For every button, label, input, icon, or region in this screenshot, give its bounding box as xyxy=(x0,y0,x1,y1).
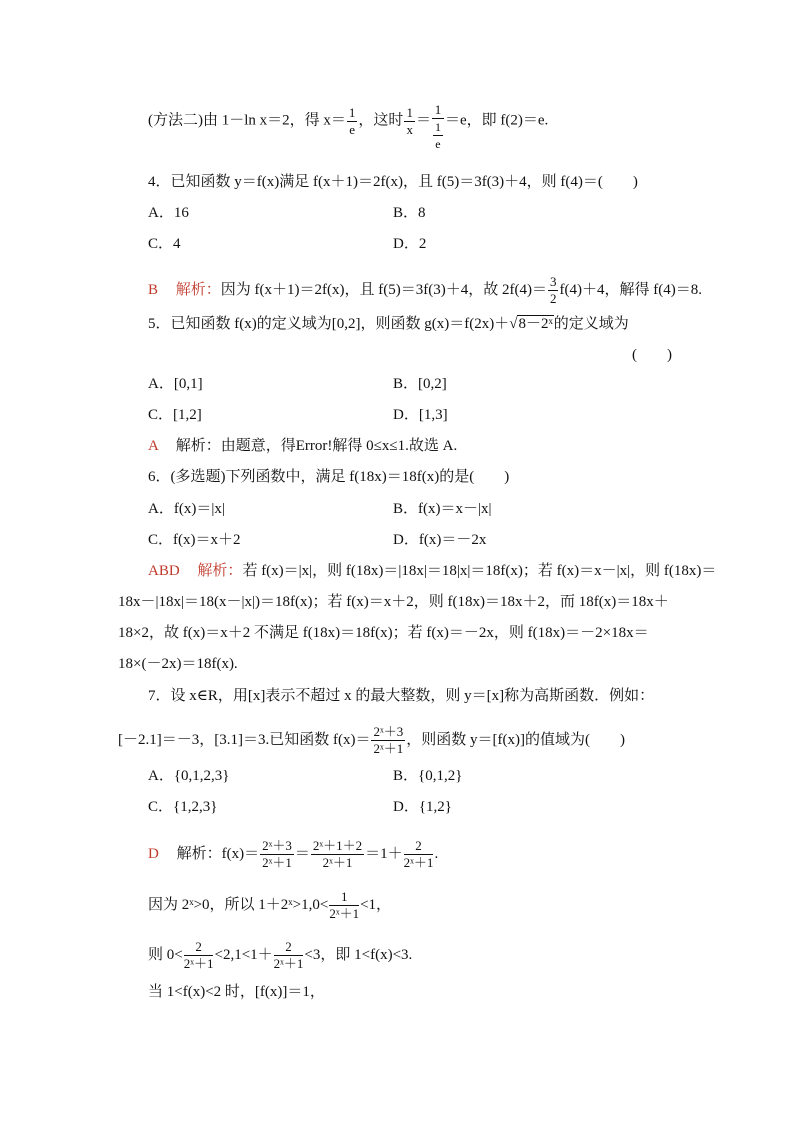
answer-letter: ABD xyxy=(148,563,180,579)
q7-solution-line-1 xyxy=(148,838,438,871)
q4-option-d: D．2 xyxy=(393,236,427,252)
fraction xyxy=(347,105,358,138)
numerator: 1 xyxy=(348,104,356,120)
fraction xyxy=(432,102,444,152)
fraction xyxy=(260,838,294,871)
q7-solution-line-4: 当 1<f(x)<2 时，[f(x)]＝1， xyxy=(148,984,325,1000)
q7-option-b: B．{0,1,2} xyxy=(393,768,463,784)
text: 若 f(x)＝|x|，则 f(18x)＝|18x|＝18|x|＝18f(x)；若 f(x)＝x－|x|，则 f(18x)＝ xyxy=(242,563,717,579)
q5-answer-paren: ( ) xyxy=(632,347,672,363)
q6-solution-line-4: 18×(－2x)＝18f(x). xyxy=(118,656,238,672)
q7-solution-line-3 xyxy=(148,939,412,972)
numerator: 3 xyxy=(549,274,557,289)
q5-option-b: B．[0,2] xyxy=(393,376,447,392)
numerator: 2 xyxy=(274,939,304,956)
text: <2,1<1＋ xyxy=(214,946,273,963)
denominator: 2ˣ＋1 xyxy=(373,741,404,756)
answer-letter: D xyxy=(148,845,159,862)
q6-solution-line-3: 18×2，故 f(x)＝x＋2 不满足 f(18x)＝18f(x)；若 f(x)＝－2x，则 f(18x)＝－2×18x＝ xyxy=(118,625,649,641)
denominator xyxy=(432,119,444,152)
denominator: 2 xyxy=(549,291,557,306)
numerator: 1 xyxy=(329,889,359,906)
sqrt-sign: √ xyxy=(509,316,518,332)
q6-option-d: D．f(x)＝－2x xyxy=(393,532,487,548)
numerator: 2ˣ＋3 xyxy=(373,724,404,739)
q5-solution xyxy=(148,436,457,456)
q4-solution xyxy=(148,274,702,307)
solution-label: 解析： xyxy=(176,845,222,862)
numerator: 1 xyxy=(432,102,444,119)
denominator: 2ˣ＋1 xyxy=(183,956,214,971)
q7-solution-line-2 xyxy=(148,889,391,922)
q4-option-c: C．4 xyxy=(148,236,181,252)
text: ＝ xyxy=(415,112,431,129)
denominator: 2ˣ＋1 xyxy=(329,906,360,921)
fraction xyxy=(548,274,559,307)
solution-text: 解析：由题意，得Error!解得 0≤x≤1.故选 A. xyxy=(175,438,458,454)
text: f(4)＋4，解得 f(4)＝8. xyxy=(559,281,702,298)
text: <1， xyxy=(360,896,392,913)
numerator: 1 xyxy=(434,120,441,134)
text: 因为 2ˣ>0，所以 1＋2ˣ>1,0< xyxy=(148,896,329,913)
q6-option-a: A．f(x)＝|x| xyxy=(148,501,225,517)
question-6: 6．(多选题)下列函数中，满足 f(18x)＝18f(x)的是( ) xyxy=(148,469,510,485)
solution-label: 解析： xyxy=(197,563,243,579)
fraction xyxy=(311,838,364,871)
text: 的定义域为 xyxy=(553,316,629,332)
text: f(x)＝ xyxy=(221,845,260,862)
q6-option-b: B．f(x)＝x－|x| xyxy=(393,501,492,517)
answer-letter: A xyxy=(148,438,159,454)
text: ，则函数 y＝[f(x)]的值域为( ) xyxy=(406,731,625,748)
q7-option-a: A．{0,1,2,3} xyxy=(148,768,230,784)
q4-option-b: B．8 xyxy=(393,205,426,221)
q6-solution-line-1 xyxy=(148,561,716,581)
q5-option-d: D．[1,3] xyxy=(393,407,448,423)
text: (方法二)由 1－ln x＝2，得 x＝ xyxy=(148,112,346,129)
text: 因为 f(x＋1)＝2f(x)，且 f(5)＝3f(3)＋4，故 2f(4)＝ xyxy=(220,281,547,298)
answer-letter: B xyxy=(148,281,159,298)
fraction xyxy=(329,889,359,922)
text: [－2.1]＝－3，[3.1]＝3.已知函数 f(x)＝ xyxy=(118,731,371,748)
q6-option-c: C．f(x)＝x＋2 xyxy=(148,532,241,548)
denominator: 2ˣ＋1 xyxy=(273,956,304,971)
sqrt-body: 8－2ˣ xyxy=(518,316,553,332)
fraction xyxy=(371,724,405,757)
fraction xyxy=(404,838,434,871)
nested-fraction xyxy=(433,119,443,152)
text: 5．已知函数 f(x)的定义域为[0,2]，则函数 g(x)＝f(2x)＋ xyxy=(148,316,510,332)
text: ＝e，即 f(2)＝e. xyxy=(444,112,549,129)
numerator: 2ˣ＋1＋2 xyxy=(312,838,363,853)
text: 则 0< xyxy=(148,946,183,963)
denominator: e xyxy=(349,121,356,137)
numerator: 1 xyxy=(406,104,413,120)
numerator: 2ˣ＋3 xyxy=(262,838,292,853)
text: ＝1＋ xyxy=(365,845,403,862)
question-4: 4．已知函数 y＝f(x)满足 f(x＋1)＝2f(x)，且 f(5)＝3f(3)＋4，则 f(4)＝( ) xyxy=(148,174,638,190)
denominator: 2ˣ＋1 xyxy=(322,855,353,870)
question-5 xyxy=(148,314,629,334)
fraction xyxy=(274,939,304,972)
numerator: 2 xyxy=(184,939,214,956)
denominator: 2ˣ＋1 xyxy=(403,855,434,870)
solution-label: 解析： xyxy=(175,281,221,298)
text: . xyxy=(434,845,439,862)
text: ＝ xyxy=(294,845,310,862)
q6-solution-line-2: 18x－|18x|＝18(x－|x|)＝18f(x)；若 f(x)＝x＋2，则 f(18x)＝18x＋2，而 18f(x)＝18x＋ xyxy=(118,594,669,610)
fraction xyxy=(404,105,415,138)
text: <3，即 1<f(x)<3. xyxy=(304,946,413,963)
numerator: 2 xyxy=(404,838,434,855)
q7-option-c: C．{1,2,3} xyxy=(148,799,218,815)
question-7-line-2 xyxy=(118,724,625,757)
q5-option-c: C．[1,2] xyxy=(148,407,202,423)
fraction xyxy=(184,939,214,972)
question-7-line-1: 7．设 x∈R，用[x]表示不超过 x 的最大整数，则 y＝[x]称为高斯函数．例如： xyxy=(148,688,655,704)
method-two-line xyxy=(148,102,548,152)
denominator: e xyxy=(435,137,441,151)
q5-option-a: A．[0,1] xyxy=(148,376,203,392)
denominator: x xyxy=(406,121,413,137)
text: ，这时 xyxy=(358,112,404,129)
denominator: 2ˣ＋1 xyxy=(262,855,292,870)
q7-option-d: D．{1,2} xyxy=(393,799,452,815)
q4-option-a: A．16 xyxy=(148,205,189,221)
